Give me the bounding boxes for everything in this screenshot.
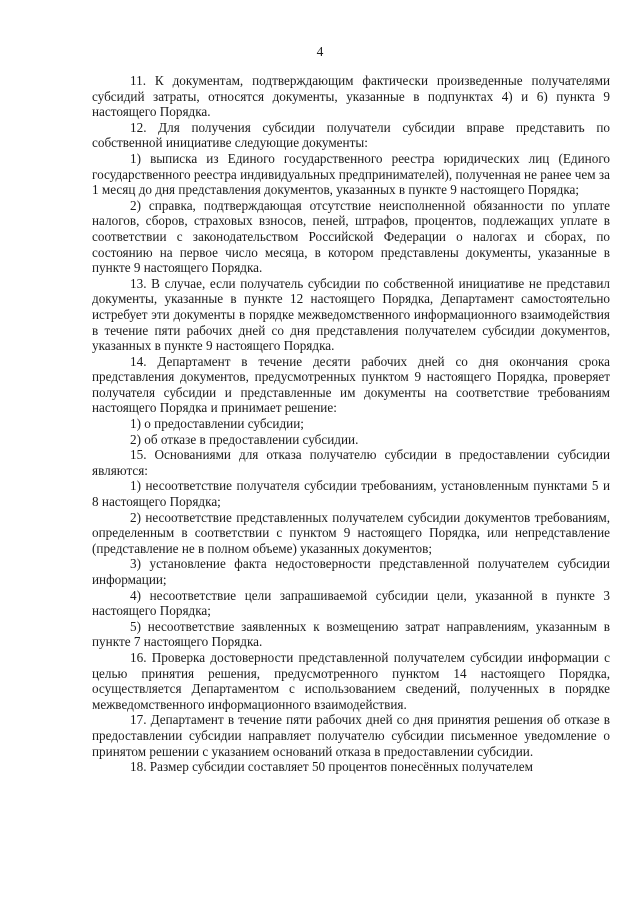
paragraph-16: 16. Проверка достоверности представленной получателем субсидии информации с целью принятия решения, предусмотренного пунктом 14 настоящего Порядка, осуществляется Департаментом с использованием сведений, полученных в порядке межведомственного информационного взаимодействия. xyxy=(92,649,610,712)
paragraph-14-item-1: 1) о предоставлении субсидии; xyxy=(130,416,304,432)
paragraph-12-item-2: 2) справка, подтверждающая отсутствие неисполненной обязанности по уплате налогов, сборов, страховых взносов, пеней, штрафов, процентов, подлежащих уплате в соответствии с законодательством Российской Федерации о налогах и сборах, по состоянию на первое число месяца, в котором представлены документы, указанные в пункте 9 настоящего Порядка. xyxy=(92,197,610,276)
paragraph-15-item-3: 3) установление факта недостоверности представленной получателем субсидии информации; xyxy=(92,556,610,587)
paragraph-18: 18. Размер субсидии составляет 50 процентов понесённых получателем xyxy=(130,759,533,775)
paragraph-12-item-1: 1) выписка из Единого государственного реестра юридических лиц (Единого государственного реестра индивидуальных предпринимателей), полученная не ранее чем за 1 месяц до дня представления документов, указанных в пункте 9 настоящего Порядка; xyxy=(92,150,610,198)
paragraph-15-item-1: 1) несоответствие получателя субсидии требованиям, установленным пунктами 5 и 8 настоящего Порядка; xyxy=(92,478,610,510)
paragraph-13: 13. В случае, если получатель субсидии по собственной инициативе не представил документы, указанные в пункте 12 настоящего Порядка, Департамент самостоятельно истребует эти документы в порядке межведомственного информационного взаимодействия в течение пяти рабочих дней со дня представления получателем субсидии документов, указанных в пункте 9 настоящего Порядка. xyxy=(92,275,610,354)
paragraph-15-item-2: 2) несоответствие представленных получателем субсидии документов требованиям, определенным в соответствии с пунктом 9 настоящего Порядка, или непредставление (представление не в полном объеме) указанных документов; xyxy=(92,509,610,556)
paragraph-14: 14. Департамент в течение десяти рабочих дней со дня окончания срока представления документов, предусмотренных пунктом 9 настоящего Порядка, проверяет получателя субсидии и представленные им документы на соответствие требованиям настоящего Порядка и принимает решение: xyxy=(92,353,610,416)
document-body xyxy=(92,73,610,775)
paragraph-15-item-5: 5) несоответствие заявленных к возмещению затрат направлениям, указанным в пункте 7 настоящего Порядка. xyxy=(92,618,610,650)
page-number: 4 xyxy=(316,44,324,59)
paragraph-15-item-4: 4) несоответствие цели запрашиваемой субсидии цели, указанной в пункте 3 настоящего Порядка; xyxy=(92,587,610,619)
paragraph-17: 17. Департамент в течение пяти рабочих дней со дня принятия решения об отказе в предоставлении субсидии направляет получателю субсидии письменное уведомление о принятом решении с указанием оснований отказа в предоставлении субсидии. xyxy=(92,712,610,759)
paragraph-12: 12. Для получения субсидии получатели субсидии вправе представить по собственной инициативе следующие документы: xyxy=(92,119,610,151)
paragraph-11: 11. К документам, подтверждающим фактически произведенные получателями субсидий затраты, относятся документы, указанные в подпунктах 4) и 6) пункта 9 настоящего Порядка. xyxy=(92,73,610,120)
paragraph-14-item-2: 2) об отказе в предоставлении субсидии. xyxy=(130,431,359,447)
paragraph-15: 15. Основаниями для отказа получателю субсидии в предоставлении субсидии являются: xyxy=(92,447,610,478)
